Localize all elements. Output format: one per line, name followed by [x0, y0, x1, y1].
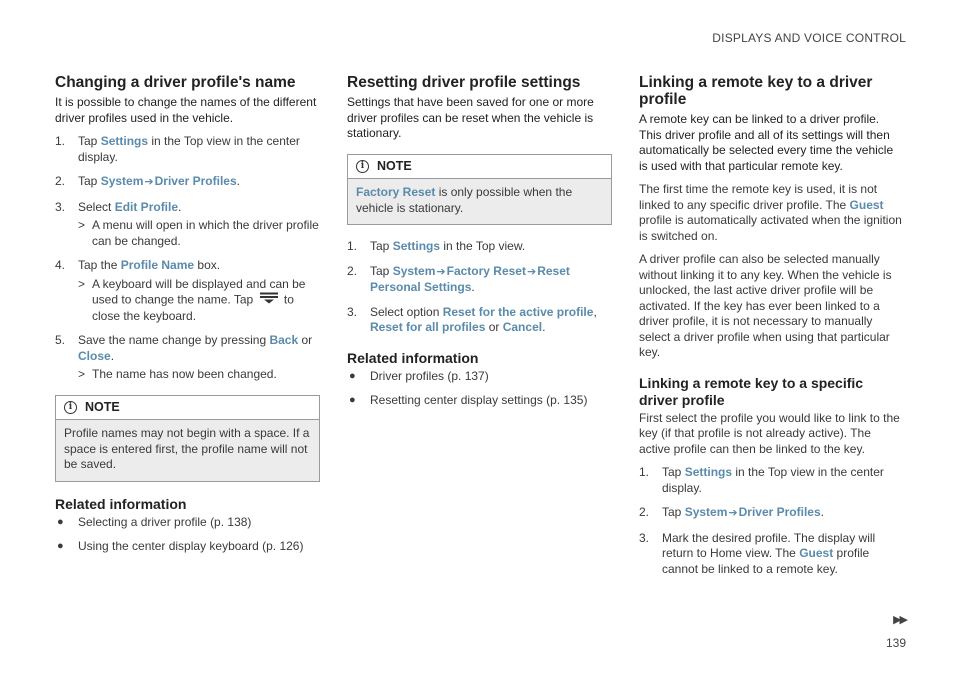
section-heading: Changing a driver profile's name: [55, 74, 296, 91]
ui-term: System: [392, 263, 436, 278]
subsection-heading: Linking a remote key to a specific driver profile: [639, 374, 864, 408]
step-item: 2. Tap System➔Driver Profiles.: [55, 174, 240, 188]
ui-term: Settings: [392, 239, 441, 253]
column-changing-name: [55, 74, 320, 564]
ui-term: Guest: [799, 546, 834, 560]
info-icon: i: [64, 401, 77, 414]
ui-term: Edit Profile: [114, 199, 179, 214]
related-link[interactable]: ● Driver profiles (p. 137): [349, 368, 489, 383]
arrow-right-icon: ➔: [144, 176, 154, 188]
paragraph: The first time the remote key is used, it is not linked to any specific driver profile. The Guest profile is automatically activated when the ignition is switched on.: [639, 182, 902, 243]
intro-text: Settings that have been saved for one or more driver profiles can be reset when the vehicle is stationary.: [347, 95, 594, 140]
arrow-right-icon: ➔: [526, 265, 537, 278]
paragraph: A driver profile can also be selected manually without linking it to any key. When the vehicle is unlocked, the last active driver profile will be activated. If the key has ever been linked to a driver profile, it is not necessary to manually select a driver profile when using that particular key.: [639, 252, 892, 359]
related-heading: Related information: [347, 349, 479, 366]
step-item: 2. Tap System➔Factory Reset➔Reset Personal Settings.: [347, 263, 570, 294]
ui-term: Factory Reset: [446, 263, 526, 278]
related-link[interactable]: ● Selecting a driver profile (p. 138): [57, 514, 252, 529]
ui-term: Profile Name: [120, 258, 195, 272]
related-list: [347, 369, 612, 409]
bullet-icon: ●: [57, 515, 64, 528]
step-result: > A keyboard will be displayed and can be used to change the name. Tap to close the keyboard.: [78, 276, 306, 323]
bullet-icon: ●: [57, 540, 64, 552]
page-number: 139: [885, 636, 906, 650]
bullet-icon: ●: [349, 369, 356, 382]
ui-term: Driver Profiles: [154, 174, 237, 188]
ui-term: Reset for all profiles: [370, 320, 486, 334]
steps-list: [639, 465, 904, 577]
arrow-right-icon: ➔: [436, 265, 446, 278]
ui-term: Reset Personal Settings: [370, 263, 570, 294]
intro-text: It is possible to change the names of the different driver profiles used in the vehicle.: [55, 95, 317, 125]
step-item: 3. Select Edit Profile. > A menu will open in which the driver profile can be changed.: [55, 199, 319, 248]
note-title: NOTE: [377, 158, 412, 173]
ui-term: System: [684, 505, 728, 519]
column-resetting-settings: [347, 74, 612, 418]
related-link[interactable]: ● Resetting center display settings (p. 135): [349, 393, 588, 407]
steps-list: [55, 134, 320, 383]
keyboard-close-icon: [259, 292, 279, 309]
step-result: > A menu will open in which the driver profile can be changed.: [78, 218, 319, 248]
paragraph: First select the profile you would like to link to the key (if that profile is not already active). The active profile can then be linked to the key.: [639, 410, 900, 456]
note-title: NOTE: [85, 399, 120, 414]
bullet-icon: ●: [349, 394, 356, 406]
ui-term: Guest: [849, 197, 884, 212]
ui-term: Cancel: [502, 320, 543, 334]
note-text: Factory Reset is only possible when the vehicle is stationary.: [348, 179, 611, 224]
step-item: 3. Mark the desired profile. The display will return to Home view. The Guest profile cannot be linked to a remote key.: [639, 530, 876, 576]
intro-text: A remote key can be linked to a driver profile. This driver profile and all of its settings will then automatically be selected every time the vehicle is used with that particular remote key.: [639, 112, 894, 173]
note-box: [55, 395, 320, 482]
step-item: 5. Save the name change by pressing Back or Close. > The name has now been changed.: [55, 333, 320, 383]
ui-term: Back: [269, 333, 299, 347]
related-list: [55, 515, 320, 555]
ui-term: Driver Profiles: [738, 505, 821, 519]
note-box: [347, 154, 612, 226]
info-icon: i: [356, 160, 369, 173]
step-item: 3. Select option Reset for the active profile, Reset for all profiles or Cancel.: [347, 304, 597, 334]
column-linking-key: [639, 74, 904, 586]
arrow-right-icon: ➔: [728, 507, 738, 519]
steps-list: [347, 239, 612, 336]
ui-term: Settings: [684, 465, 733, 479]
step-item: 1. Tap Settings in the Top view in the center display.: [639, 465, 884, 495]
step-item: 1. Tap Settings in the Top view in the center display.: [55, 134, 300, 164]
ui-term: Settings: [100, 134, 149, 148]
step-item: 2. Tap System➔Driver Profiles.: [639, 505, 824, 519]
step-item: 1. Tap Settings in the Top view.: [347, 239, 526, 253]
continue-arrows-icon: ▶▶: [893, 614, 906, 626]
ui-term: Reset for the active profile: [442, 304, 594, 319]
ui-term: System: [100, 174, 144, 188]
section-heading: Linking a remote key to a driver profile: [639, 74, 873, 108]
related-link[interactable]: ● Using the center display keyboard (p. 126): [57, 539, 304, 553]
step-result: > The name has now been changed.: [78, 367, 277, 381]
step-item: 4. Tap the Profile Name box. > A keyboard will be displayed and can be used to change the name. Tap to close the keyboard.: [55, 258, 320, 324]
note-text: Profile names may not begin with a space. If a space is entered first, the profile name will not be saved.: [56, 420, 319, 481]
related-heading: Related information: [55, 495, 187, 512]
ui-term: Close: [78, 348, 111, 363]
running-header: DISPLAYS AND VOICE CONTROL: [712, 31, 906, 45]
section-heading: Resetting driver profile settings: [347, 74, 581, 91]
